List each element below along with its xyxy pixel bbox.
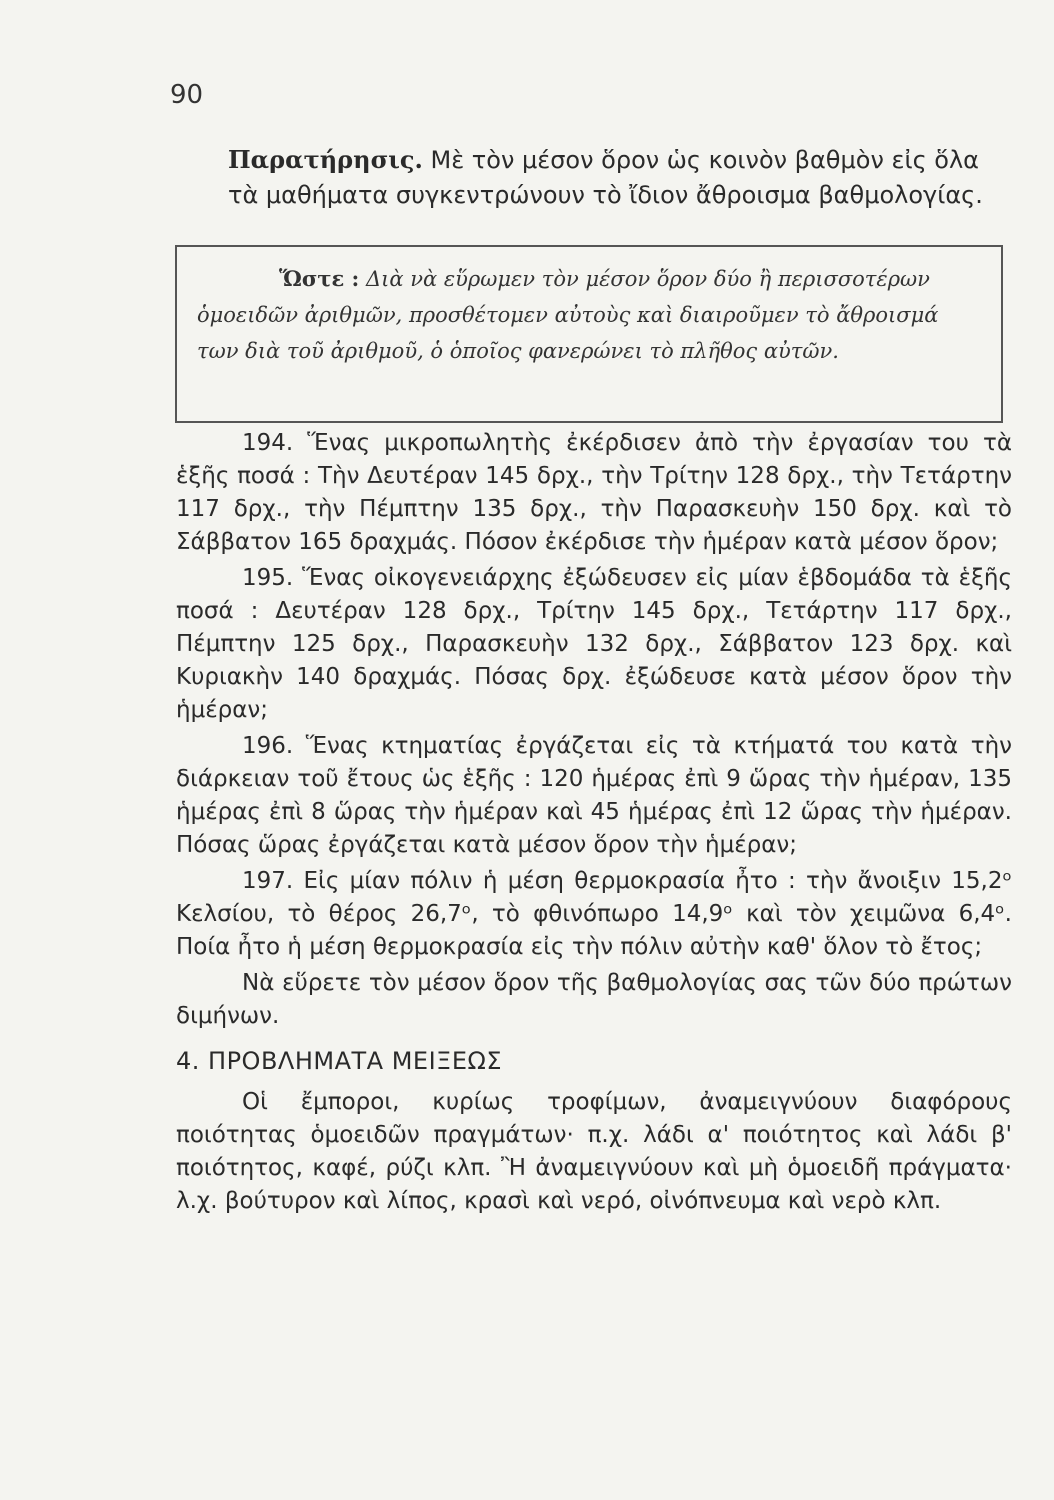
observation-note xyxy=(228,142,1008,213)
exercise-194: 194. Ἕνας μικροπωλητὴς ἐκέρδισεν ἀπὸ τὴν ἐργασίαν του τὰ ἑξῆς ποσά : Τὴν Δευτέραν 145 δρχ., τὴν Τρίτην 128 δρχ., τὴν Τετάρτην 117 δρχ., τὴν Πέμπτην 135 δρχ., τὴν Παρασκευὴν 150 δρχ. καὶ τὸ Σάββατον 165 δραχμάς. Πόσον ἐκέρδισε τὴν ἡμέραν κατὰ μέσον ὅρον; xyxy=(176,430,1012,555)
exercise-grades: Νὰ εὕρετε τὸν μέσον ὅρον τῆς βαθμολογίας σας τῶν δύο πρώτων διμήνων. xyxy=(176,970,1012,1029)
rule-box xyxy=(175,245,1003,423)
section-heading: 4. ΠΡΟΒΛΗΜΑΤΑ ΜΕΙΞΕΩΣ xyxy=(176,1047,502,1075)
section-paragraph: Οἱ ἔμποροι, κυρίως τροφίμων, ἀναμειγνύουν διαφόρους ποιότητας ὁμοειδῶν πραγμάτων· π.χ. λάδι α' ποιότητος καὶ λάδι β' ποιότητος, καφέ, ρύζι κλπ. Ἢ ἀναμειγνύουν καὶ μὴ ὁμοειδῆ πράγματα· λ.χ. βούτυρον καὶ λίπος, κρασὶ καὶ νερό, οἰνόπνευμα καὶ νερὸ κλπ. xyxy=(176,1089,1012,1214)
exercise-196: 196. Ἕνας κτηματίας ἐργάζεται εἰς τὰ κτήματά του κατὰ τὴν διάρκειαν τοῦ ἔτους ὡς ἑξῆς : 120 ἡμέρας ἐπὶ 9 ὥρας τὴν ἡμέραν, 135 ἡμέρας ἐπὶ 8 ὥρας τὴν ἡμέραν καὶ 45 ἡμέρας ἐπὶ 12 ὥρας τὴν ἡμέραν. Πόσας ὥρας ἐργάζεται κατὰ μέσον ὅρον τὴν ἡμέραν; xyxy=(176,733,1012,858)
observation-label: Παρατήρησις. xyxy=(228,145,423,174)
rule-label: Ὥστε : xyxy=(279,266,360,291)
page-number: 90 xyxy=(170,80,204,110)
rule-text: Διὰ νὰ εὕρωμεν τὸν μέσον ὅρον δύο ἢ περισσοτέρων ὁμοειδῶν ἀριθμῶν, προσθέτομεν αὐτοὺς καὶ διαιροῦμεν τὸ ἄθροισμά των διὰ τοῦ ἀριθμοῦ, ὁ ὁποῖος φανερώνει τὸ πλῆθος αὐτῶν. xyxy=(197,267,939,363)
exercises xyxy=(176,427,1012,1221)
exercise-197: 197. Εἰς μίαν πόλιν ἡ μέση θερμοκρασία ἦτο : τὴν ἄνοιξιν 15,2ᵒ Κελσίου, τὸ θέρος 26,7ᵒ, τὸ φθινόπωρο 14,9ᵒ καὶ τὸν χειμῶνα 6,4ᵒ. Ποία ἦτο ἡ μέση θερμοκρασία εἰς τὴν πόλιν αὐτὴν καθ' ὅλον τὸ ἔτος; xyxy=(176,868,1012,960)
observation-text: Μὲ τὸν μέσον ὅρον ὡς κοινὸν βαθμὸν εἰς ὅλα τὰ μαθήματα συγκεντρώνουν τὸ ἴδιον ἄθροισμα βαθμολογίας. xyxy=(228,146,983,209)
exercise-195: 195. Ἕνας οἰκογενειάρχης ἐξώδευσεν εἰς μίαν ἑβδομάδα τὰ ἑξῆς ποσά : Δευτέραν 128 δρχ., Τρίτην 145 δρχ., Τετάρτην 117 δρχ., Πέμπτην 125 δρχ., Παρασκευὴν 132 δρχ., Σάββατον 123 δρχ. καὶ Κυριακὴν 140 δραχμάς. Πόσας δρχ. ἐξώδευσε κατὰ μέσον ὅρον τὴν ἡμέραν; xyxy=(176,565,1012,723)
